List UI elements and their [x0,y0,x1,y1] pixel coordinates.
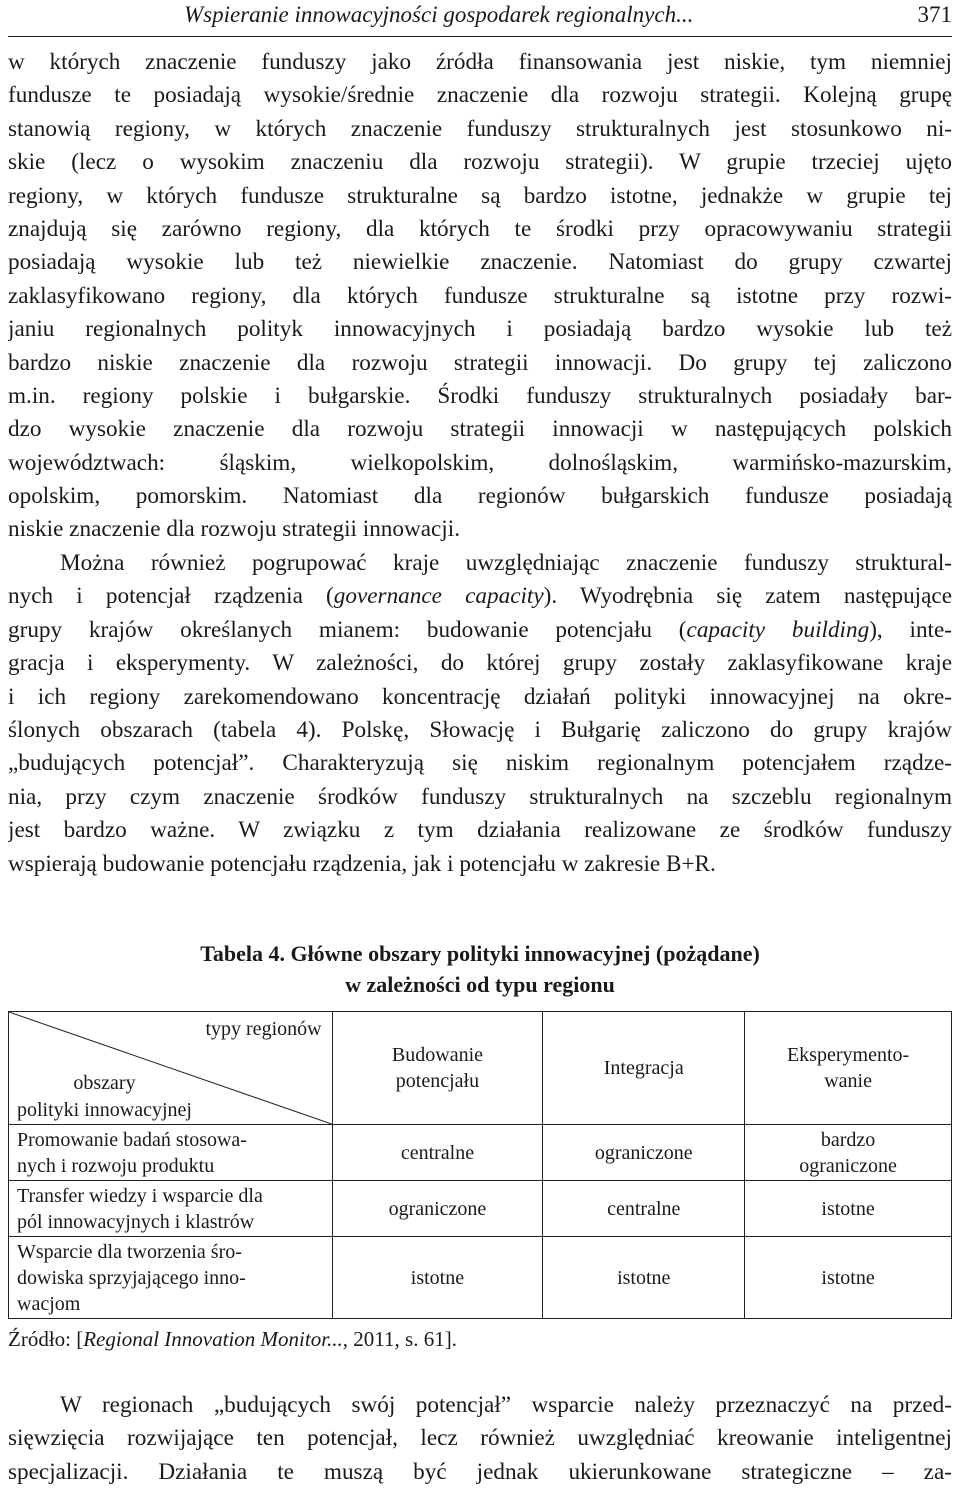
text-line: województwach: śląskim, wielkopolskim, dolnośląskim, warmińsko-mazurskim, [8,449,952,476]
text-line: nia, przy czym znaczenie środków funduszy strukturalnych na szczeblu regionalnym [8,783,952,810]
row-header: Transfer wiedzy i wsparcie dla pól innowacyjnych i klastrów [9,1181,333,1237]
text-line: janiu regionalnych polityk innowacyjnych i posiadają bardzo wysokie lub też [8,316,952,343]
table-caption-line: w zależności od typu regionu [345,972,615,997]
text-line: m.in. regiony polskie i bułgarskie. Środki funduszy strukturalnych posiadały bar- [8,382,952,409]
table-cell: ograniczone [332,1181,543,1237]
corner-bottom-label: obszary polityki innowacyjnej [17,1072,192,1121]
page-number: 371 [917,2,952,27]
column-header-experimentation: Eksperymento- wanie [745,1012,952,1125]
text-line: jest bardzo ważne. W związku z tym działania realizowane ze środków funduszy [8,817,952,844]
table-cell: bardzo ograniczone [745,1125,952,1181]
table-cell: istotne [332,1237,543,1319]
text-line: wspierają budowanie potencjału rządzenia, jak i potencjału w zakresie B+R. [8,850,716,877]
text-line: ślonych obszarach (tabela 4). Polskę, Słowację i Bułgarię zaliczono do grupy krajów [8,716,952,743]
table-4 [8,1011,952,1319]
table-row [9,1181,952,1237]
table-cell: ograniczone [543,1125,745,1181]
text-line: w których znaczenie funduszy jako źródła finansowania jest niskie, tym niemniej [8,49,952,75]
text-line: grupy krajów określanych mianem: budowanie potencjału (capacity building), inte- [8,616,952,643]
table-cell: istotne [543,1237,745,1319]
table-cell: istotne [745,1181,952,1237]
table-header-row [9,1012,952,1125]
table-caption [0,938,960,1000]
text-line: dzo wysokie znaczenie dla rozwoju strategii innowacji w następujących polskich [8,416,952,443]
diagonal-header-cell [9,1012,333,1125]
text-line: zaklasyfikowano regiony, dla których fundusze strukturalne są istotne przy rozwi- [8,282,952,309]
text-line: skie (lecz o wysokim znaczeniu dla rozwoju strategii). W grupie trzeciej ujęto [8,149,952,176]
text-line: i ich regiony zarekomendowano koncentrację działań polityki innowacyjnej na okre- [8,683,952,710]
running-title: Wspieranie innowacyjności gospodarek regionalnych... [184,2,694,27]
text-line: Można również pogrupować kraje uwzględniając znaczenie funduszy struktural- [60,550,952,576]
table-source: Źródło: [Regional Innovation Monitor..., 2011, s. 61]. [8,1327,457,1351]
text-line: fundusze te posiadają wysokie/średnie znaczenie dla rozwoju strategii. Kolejną grupę [8,82,952,109]
text-line: specjalizacji. Działania te muszą być jednak ukierunkowane strategiczne – za- [8,1458,952,1485]
text-line: nych i potencjał rządzenia (governance capacity). Wyodrębnia się zatem następujące [8,583,952,610]
paragraph-3 [8,1389,952,1489]
paragraph-2 [8,547,952,881]
text-line: znajdują się zarówno regiony, dla których te środki przy opracowywaniu strategii [8,215,952,242]
text-line: sięwzięcia rozwijające ten potencjał, lecz również uwzględniać kreowanie inteligentnej [8,1425,952,1452]
text-line: gracja i eksperymenty. W zależności, do której grupy zostały zaklasyfikowane kraje [8,650,952,677]
text-line: opolskim, pomorskim. Natomiast dla regionów bułgarskich fundusze posiadają [8,483,952,510]
column-header-integration: Integracja [543,1012,745,1125]
row-header: Wsparcie dla tworzenia śro- dowiska sprzyjającego inno- wacjom [9,1237,333,1319]
table-cell: centralne [543,1181,745,1237]
row-header: Promowanie badań stosowa- nych i rozwoju produktu [9,1125,333,1181]
paragraph-1 [8,46,952,547]
column-header-capacity: Budowanie potencjału [332,1012,543,1125]
text-line: „budujących potencjał”. Charakteryzują się niskim regionalnym potencjałem rządze- [8,750,952,777]
corner-top-label: typy regionów [205,1018,322,1040]
table-cell: centralne [332,1125,543,1181]
text-line: bardzo niskie znaczenie dla rozwoju strategii innowacji. Do grupy tej zaliczono [8,349,952,376]
table-caption-line: Tabela 4. Główne obszary polityki innowacyjnej (pożądane) [200,941,760,966]
table-row [9,1125,952,1181]
text-line: W regionach „budujących swój potencjał” wsparcie należy przeznaczyć na przed- [60,1392,952,1418]
text-line: stanowią regiony, w których znaczenie funduszy strukturalnych jest stosunkowo ni- [8,115,952,142]
table-cell: istotne [745,1237,952,1319]
text-line: niskie znaczenie dla rozwoju strategii innowacji. [8,516,460,543]
text-line: regiony, w których fundusze strukturalne są bardzo istotne, jednakże w grupie tej [8,182,952,209]
table-row [9,1237,952,1319]
running-header [8,0,952,37]
text-line: posiadają wysokie lub też niewielkie znaczenie. Natomiast do grupy czwartej [8,249,952,276]
